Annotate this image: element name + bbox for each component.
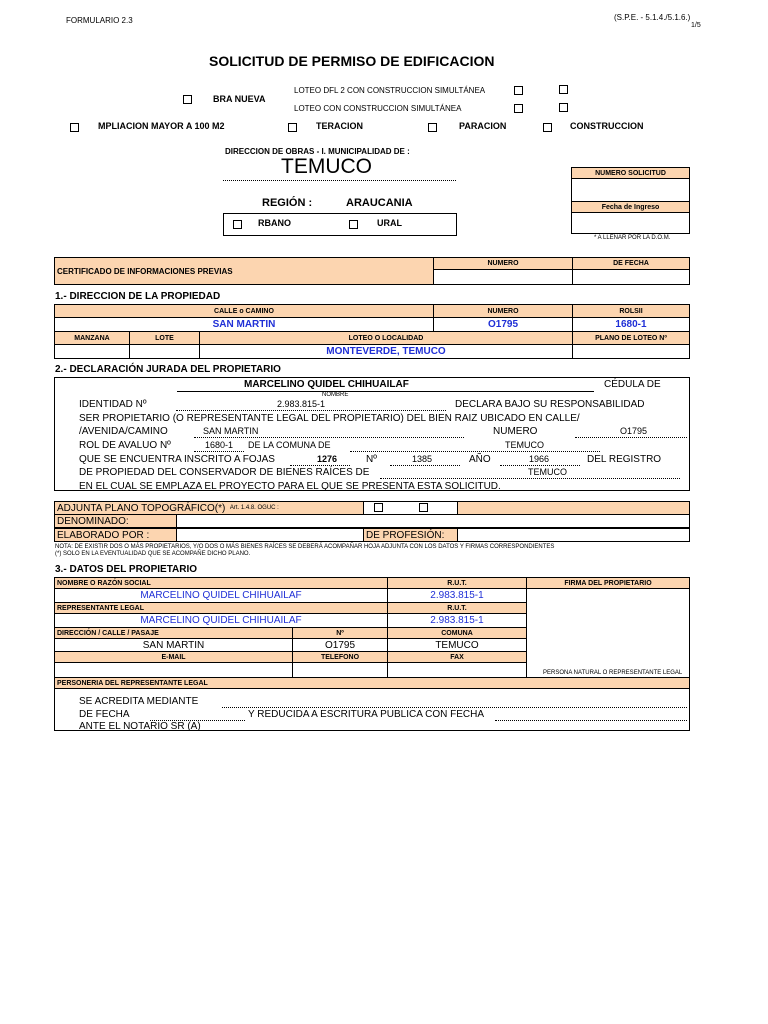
ampliacion-checkbox[interactable]: [70, 123, 79, 132]
urbano-label: RBANO: [258, 218, 291, 228]
fecha-label: DE FECHA: [79, 709, 130, 720]
n-value: 1385: [412, 454, 433, 464]
rol-header: ROLSII: [572, 304, 690, 318]
direccion-header: DIRECCIÓN / CALLE / PASAJE: [54, 627, 293, 639]
dom-note: * A LLENAR POR LA D.O.M.: [594, 235, 671, 241]
fecha-ingreso-header: Fecha de Ingreso: [571, 201, 690, 213]
page-number: 1/5: [691, 22, 701, 29]
rut2-field[interactable]: 2.983.815-1: [387, 613, 527, 628]
manzana-header: MANZANA: [54, 331, 130, 345]
comuna-header: COMUNA: [387, 627, 527, 639]
nombre-field[interactable]: MARCELINO QUIDEL CHIHUAILAF: [54, 588, 388, 603]
reducida-label: Y REDUCIDA A ESCRITURA PUBLICA CON FECHA: [248, 709, 484, 720]
section-2-title: 2.- DECLARACIÓN JURADA DEL PROPIETARIO: [55, 364, 281, 375]
telefono-field[interactable]: [292, 662, 388, 678]
numero-solicitud-header: NUMERO SOLICITUD: [571, 167, 690, 179]
denominado-label-cell: DENOMINADO:: [54, 514, 177, 528]
avenida-value: SAN MARTIN: [203, 426, 259, 436]
obra-nueva-checkbox[interactable]: [183, 95, 192, 104]
ser-text: SER PROPIETARIO (O REPRESENTANTE LEGAL DEL PROPIETARIO) DEL BIEN RAIZ UBICADO EN CALLE/: [79, 413, 580, 424]
fojas-label: QUE SE ENCUENTRA INSCRITO A FOJAS: [79, 454, 275, 465]
calle-header: CALLE o CAMINO: [54, 304, 434, 318]
loteo-con-checkbox-2[interactable]: [559, 103, 568, 112]
cip-fecha-header: DE FECHA: [572, 257, 690, 270]
numero-label: NUMERO: [493, 426, 538, 437]
section-3-title: 3.- DATOS DEL PROPIETARIO: [55, 564, 198, 575]
page-title: SOLICITUD DE PERMISO DE EDIFICACION: [209, 53, 495, 69]
avenida-label: /AVENIDA/CAMINO: [79, 426, 168, 437]
cip-fecha-field[interactable]: [572, 269, 690, 285]
nota-1: NOTA: DE EXISTIR DOS O MÁS PROPIETARIOS, Y/O DOS O MÁS BIENES RAÍCES SE DEBERÁ ACOMPAÑAR HOJA ADJUNTA CON LOS DATOS Y FIRMAS CORRESPONDIENTES: [55, 544, 555, 550]
loteo-con-checkbox-1[interactable]: [514, 104, 523, 113]
loteo-field[interactable]: MONTEVERDE, TEMUCO: [199, 344, 573, 359]
rural-checkbox[interactable]: [349, 220, 358, 229]
representante-header: REPRESENTANTE LEGAL: [54, 602, 388, 614]
obra-nueva-label: BRA NUEVA: [213, 94, 266, 104]
denominado-field[interactable]: [176, 514, 690, 528]
adjunta-si-checkbox[interactable]: [374, 503, 383, 512]
adjunta-plano-label-cell: ADJUNTA PLANO TOPOGRÁFICO(*) Art. 1.4.8. OGUC :: [54, 501, 364, 515]
numero-value: O1795: [620, 426, 648, 436]
acredita-label: SE ACREDITA MEDIANTE: [79, 696, 199, 707]
loteo-dfl2-label: LOTEO DFL 2 CON CONSTRUCCION SIMULTÁNEA: [294, 86, 486, 95]
rol-avaluo-label: ROL DE AVALUO Nº: [79, 440, 171, 451]
region-name: ARAUCANIA: [346, 197, 413, 209]
cip-numero-field[interactable]: [433, 269, 573, 285]
comuna-value: TEMUCO: [505, 440, 544, 450]
municipality-name: TEMUCO: [281, 155, 372, 178]
adjunta-extra-cell: [457, 501, 690, 515]
alteracion-checkbox[interactable]: [288, 123, 297, 132]
reparacion-label: PARACION: [459, 121, 507, 131]
persona-caption: PERSONA NATURAL O REPRESENTANTE LEGAL: [543, 670, 683, 676]
loteo-header: LOTEO O LOCALIDAD: [199, 331, 573, 345]
loteo-dfl2-checkbox-2[interactable]: [559, 85, 568, 94]
ampliacion-label: MPLIACION MAYOR A 100 M2: [98, 121, 225, 131]
fax-field[interactable]: [387, 662, 527, 678]
urbano-checkbox[interactable]: [233, 220, 242, 229]
firma-field[interactable]: [526, 588, 690, 678]
profesion-field[interactable]: [457, 528, 690, 542]
reconstruccion-label: CONSTRUCCION: [570, 121, 644, 131]
propiedad-label: DE PROPIEDAD DEL CONSERVADOR DE BIENES RAÍCES DE: [79, 467, 370, 478]
calle-field[interactable]: SAN MARTIN: [54, 317, 434, 332]
fecha-ingreso-field[interactable]: [571, 212, 690, 234]
reparacion-checkbox[interactable]: [428, 123, 437, 132]
nombre-header: NOMBRE O RAZÓN SOCIAL: [54, 577, 388, 589]
region-label: REGIÓN :: [262, 197, 313, 209]
n-header: Nº: [292, 627, 388, 639]
comuna-label: DE LA COMUNA DE: [248, 440, 331, 450]
identidad-value: 2.983.815-1: [277, 399, 326, 409]
elaborado-label-cell: ELABORADO POR :: [54, 528, 177, 542]
lote-field[interactable]: [129, 344, 200, 359]
identidad-label: IDENTIDAD Nº: [79, 399, 147, 410]
cip-label-cell: CERTIFICADO DE INFORMACIONES PREVIAS: [54, 257, 434, 285]
registro-label: DEL REGISTRO: [587, 454, 662, 465]
rol-avaluo-value: 1680-1: [205, 440, 234, 450]
owner-name: MARCELINO QUIDEL CHIHUAILAF: [244, 379, 409, 390]
email-header: E-MAIL: [54, 651, 293, 663]
fojas-value: 1276: [317, 454, 338, 464]
nota-2: (*) SOLO EN LA EVENTUALIDAD QUE SE ACOMPAÑE DICHO PLANO.: [55, 551, 251, 557]
cip-numero-header: NUMERO: [433, 257, 573, 270]
numero-header: NUMERO: [433, 304, 573, 318]
n-field[interactable]: O1795: [292, 638, 388, 652]
comuna-field[interactable]: TEMUCO: [387, 638, 527, 652]
nombre-caption: NOMBRE: [322, 392, 349, 398]
declara-text: DECLARA BAJO SU RESPONSABILIDAD: [455, 399, 645, 410]
notario-label: ANTE EL NOTARIO SR (A): [79, 721, 201, 732]
spe-code: (S.P.E. - 5.1.4./5.1.6.): [614, 13, 691, 22]
rol-field[interactable]: 1680-1: [572, 317, 690, 332]
cbr-value: TEMUCO: [528, 467, 567, 477]
ano-label: AÑO: [469, 454, 491, 465]
profesion-label-cell: DE PROFESIÓN:: [363, 528, 458, 542]
rut2-header: R.U.T.: [387, 602, 527, 614]
direccion-obras-label: DIRECCION DE OBRAS - I. MUNICIPALIDAD DE :: [225, 147, 410, 156]
adjunta-no-checkbox[interactable]: [419, 503, 428, 512]
fax-header: FAX: [387, 651, 527, 663]
manzana-field[interactable]: [54, 344, 130, 359]
reconstruccion-checkbox[interactable]: [543, 123, 552, 132]
plano-loteo-header: PLANO DE LOTEO Nº: [572, 331, 690, 345]
telefono-header: TELEFONO: [292, 651, 388, 663]
alteracion-label: TERACION: [316, 121, 363, 131]
emplaza-text: EN EL CUAL SE EMPLAZA EL PROYECTO PARA EL QUE SE PRESENTA ESTA SOLICITUD.: [79, 481, 501, 492]
plano-loteo-field[interactable]: [572, 344, 690, 359]
elaborado-field[interactable]: [176, 528, 364, 542]
numero-solicitud-field[interactable]: [571, 178, 690, 202]
email-field[interactable]: [54, 662, 293, 678]
numero-field[interactable]: O1795: [433, 317, 573, 332]
section-1-title: 1.- DIRECCION DE LA PROPIEDAD: [55, 291, 221, 302]
rut-field[interactable]: 2.983.815-1: [387, 588, 527, 603]
loteo-dfl2-checkbox-1[interactable]: [514, 86, 523, 95]
loteo-con-label: LOTEO CON CONSTRUCCION SIMULTÁNEA: [294, 104, 462, 113]
ano-value: 1966: [529, 454, 550, 464]
representante-field[interactable]: MARCELINO QUIDEL CHIHUAILAF: [54, 613, 388, 628]
personeria-header: PERSONERIA DEL REPRESENTANTE LEGAL: [54, 677, 690, 689]
form-code: FORMULARIO 2.3: [66, 16, 133, 25]
firma-header: FIRMA DEL PROPIETARIO: [526, 577, 690, 589]
rut-header: R.U.T.: [387, 577, 527, 589]
cedula-label: CÉDULA DE: [604, 379, 661, 390]
n-label: Nº: [366, 454, 377, 465]
rural-label: URAL: [377, 218, 402, 228]
direccion-field[interactable]: SAN MARTIN: [54, 638, 293, 652]
lote-header: LOTE: [129, 331, 200, 345]
